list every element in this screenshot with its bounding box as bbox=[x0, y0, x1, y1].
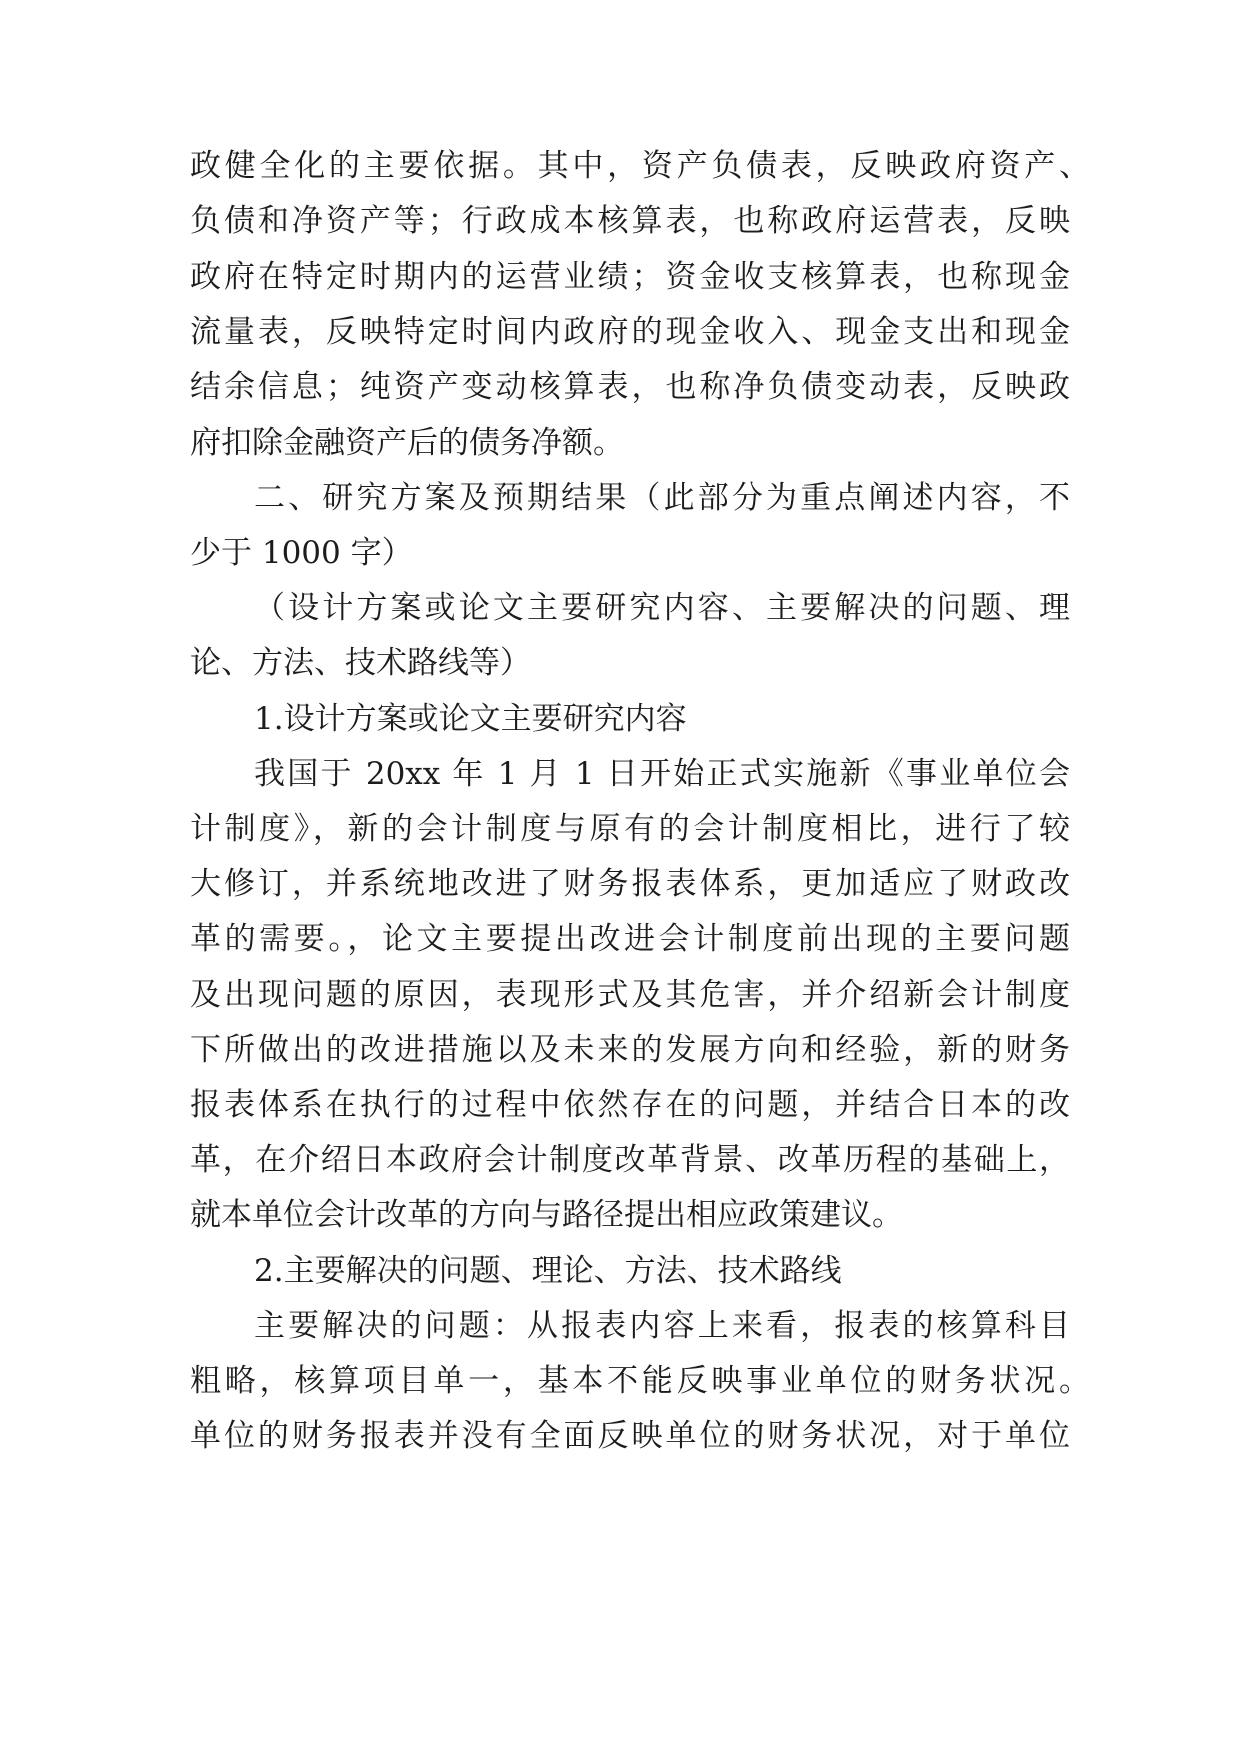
subsection-heading: 1.设计方案或论文主要研究内容 bbox=[254, 701, 687, 737]
text-line: 粗略，核算项目单一，基本不能反映事业单位的财务状况。 bbox=[190, 1363, 1090, 1399]
text-line: 论、方法、技术路线等） bbox=[190, 645, 531, 681]
text-line: 结余信息；纯资产变动核算表，也称净负债变动表，反映政 bbox=[190, 369, 1070, 405]
text-line: 大修订，并系统地改进了财务报表体系，更加适应了财政改 bbox=[190, 866, 1070, 902]
text-line: 下所做出的改进措施以及未来的发展方向和经验，新的财务 bbox=[190, 1032, 1070, 1068]
text-line: 单位的财务报表并没有全面反映单位的财务状况，对于单位 bbox=[190, 1418, 1070, 1454]
text-line: 府扣除金融资产后的债务净额。 bbox=[190, 425, 624, 461]
text-line: 主要解决的问题：从报表内容上来看，报表的核算科目 bbox=[254, 1308, 1070, 1344]
text-line: 负债和净资产等；行政成本核算表，也称政府运营表，反映 bbox=[190, 203, 1070, 239]
text-line: 计制度》，新的会计制度与原有的会计制度相比，进行了较 bbox=[190, 811, 1070, 847]
text-line: 我国于 20xx 年 1 月 1 日开始正式实施新《事业单位会 bbox=[254, 756, 1070, 792]
text-line: 报表体系在执行的过程中依然存在的问题，并结合日本的改 bbox=[190, 1087, 1070, 1123]
text-line: （设计方案或论文主要研究内容、主要解决的问题、理 bbox=[254, 590, 1070, 626]
text-line: 流量表，反映特定时间内政府的现金收入、现金支出和现金 bbox=[190, 314, 1070, 350]
section-heading: 二、研究方案及预期结果（此部分为重点阐述内容，不 bbox=[254, 480, 1070, 516]
text-line: 革的需要。，论文主要提出改进会计制度前出现的主要问题 bbox=[190, 921, 1070, 957]
section-heading-continued: 少于 1000 字） bbox=[190, 535, 413, 571]
text-line: 政健全化的主要依据。其中，资产负债表，反映政府资产、 bbox=[190, 148, 1090, 184]
text-line: 及出现问题的原因，表现形式及其危害，并介绍新会计制度 bbox=[190, 977, 1070, 1013]
text-line: 就本单位会计改革的方向与路径提出相应政策建议。 bbox=[190, 1197, 903, 1233]
subsection-heading: 2.主要解决的问题、理论、方法、技术路线 bbox=[254, 1253, 842, 1289]
text-line: 革，在介绍日本政府会计制度改革背景、改革历程的基础上， bbox=[190, 1142, 1070, 1178]
text-line: 政府在特定时期内的运营业绩；资金收支核算表，也称现金 bbox=[190, 259, 1070, 295]
